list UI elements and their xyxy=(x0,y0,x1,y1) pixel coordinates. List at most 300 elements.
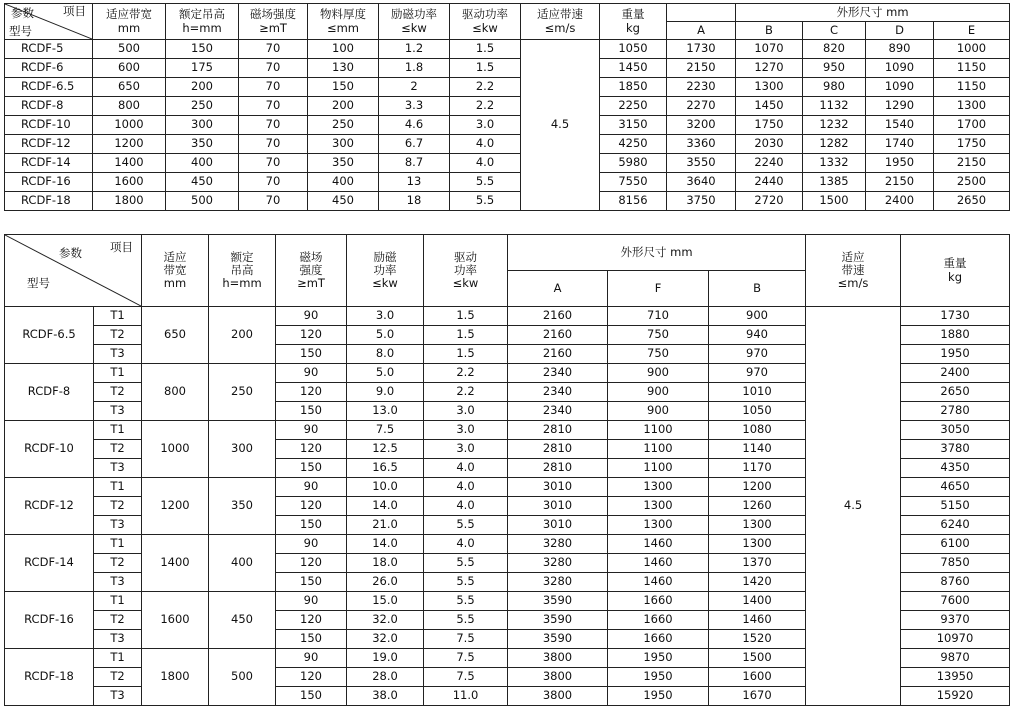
model-cell: RCDF-18 xyxy=(5,192,93,211)
weight-cell: 13950 xyxy=(901,668,1010,687)
value-cell: 1100 xyxy=(608,421,709,440)
value-cell: 120 xyxy=(276,383,347,402)
value-cell: 3590 xyxy=(508,630,608,649)
value-cell: 1070 xyxy=(736,40,803,59)
value-cell: 3280 xyxy=(508,535,608,554)
value-cell: 7550 xyxy=(600,173,667,192)
value-cell: 70 xyxy=(239,59,308,78)
value-cell: 13 xyxy=(379,173,450,192)
value-cell: 1600 xyxy=(93,173,166,192)
variant-cell: T2 xyxy=(94,497,142,516)
value-cell: 5.5 xyxy=(450,192,521,211)
value-cell: 4.0 xyxy=(450,135,521,154)
variant-cell: T1 xyxy=(94,364,142,383)
weight-cell: 10970 xyxy=(901,630,1010,649)
value-cell: 3.0 xyxy=(424,421,508,440)
weight-cell: 9870 xyxy=(901,649,1010,668)
dim-col-C: C xyxy=(803,22,866,40)
value-cell: 1460 xyxy=(608,535,709,554)
value-cell: 1150 xyxy=(934,78,1010,97)
header-field: 磁场 强度 ≥mT xyxy=(276,235,347,307)
value-cell: 3010 xyxy=(508,478,608,497)
header-speed: 适应 带速 ≤m/s xyxy=(806,235,901,307)
value-cell: 2650 xyxy=(934,192,1010,211)
dim-col-F: F xyxy=(608,271,709,307)
value-cell: 1500 xyxy=(803,192,866,211)
value-cell: 400 xyxy=(166,154,239,173)
header-drive: 驱动 功率 ≤kw xyxy=(424,235,508,307)
value-cell: 1800 xyxy=(93,192,166,211)
weight-cell: 1730 xyxy=(901,307,1010,326)
value-cell: 3550 xyxy=(667,154,736,173)
value-cell: 400 xyxy=(308,173,379,192)
variant-cell: T2 xyxy=(94,383,142,402)
variant-cell: T3 xyxy=(94,459,142,478)
value-cell: 1460 xyxy=(709,611,806,630)
value-cell: 250 xyxy=(166,97,239,116)
weight-cell: 4350 xyxy=(901,459,1010,478)
speed-cell: 4.5 xyxy=(806,307,901,706)
corner-model: 型号 xyxy=(9,23,32,38)
variant-cell: T3 xyxy=(94,516,142,535)
value-cell: 1282 xyxy=(803,135,866,154)
value-cell: 70 xyxy=(239,78,308,97)
height-cell: 450 xyxy=(209,592,276,649)
value-cell: 5.5 xyxy=(450,173,521,192)
value-cell: 11.0 xyxy=(424,687,508,706)
value-cell: 7.5 xyxy=(424,649,508,668)
value-cell: 5.5 xyxy=(424,592,508,611)
weight-cell: 1880 xyxy=(901,326,1010,345)
variant-cell: T3 xyxy=(94,402,142,421)
value-cell: 2250 xyxy=(600,97,667,116)
value-cell: 5.5 xyxy=(424,554,508,573)
header-dimensions: 外形尺寸 mm xyxy=(736,4,1010,22)
value-cell: 70 xyxy=(239,192,308,211)
height-cell: 500 xyxy=(209,649,276,706)
value-cell: 1.8 xyxy=(379,59,450,78)
value-cell: 19.0 xyxy=(347,649,424,668)
value-cell: 300 xyxy=(166,116,239,135)
value-cell: 3150 xyxy=(600,116,667,135)
value-cell: 70 xyxy=(239,97,308,116)
weight-cell: 9370 xyxy=(901,611,1010,630)
value-cell: 70 xyxy=(239,154,308,173)
weight-cell: 3780 xyxy=(901,440,1010,459)
value-cell: 3800 xyxy=(508,649,608,668)
value-cell: 1300 xyxy=(608,478,709,497)
value-cell: 4.0 xyxy=(450,154,521,173)
value-cell: 1140 xyxy=(709,440,806,459)
value-cell: 1050 xyxy=(600,40,667,59)
value-cell: 70 xyxy=(239,173,308,192)
header-weight: 重量 kg xyxy=(901,235,1010,307)
value-cell: 9.0 xyxy=(347,383,424,402)
value-cell: 3800 xyxy=(508,668,608,687)
value-cell: 3200 xyxy=(667,116,736,135)
header-width: 适应带宽 mm xyxy=(93,4,166,40)
value-cell: 18.0 xyxy=(347,554,424,573)
value-cell: 28.0 xyxy=(347,668,424,687)
height-cell: 250 xyxy=(209,364,276,421)
value-cell: 890 xyxy=(866,40,934,59)
value-cell: 90 xyxy=(276,478,347,497)
width-cell: 1800 xyxy=(142,649,209,706)
value-cell: 4.6 xyxy=(379,116,450,135)
value-cell: 900 xyxy=(608,364,709,383)
value-cell: 1400 xyxy=(709,592,806,611)
value-cell: 90 xyxy=(276,535,347,554)
value-cell: 150 xyxy=(276,516,347,535)
value-cell: 1010 xyxy=(709,383,806,402)
value-cell: 5980 xyxy=(600,154,667,173)
header-empty xyxy=(667,4,736,22)
table-row xyxy=(5,78,1010,97)
height-cell: 400 xyxy=(209,535,276,592)
model-cell: RCDF-6 xyxy=(5,59,93,78)
model-cell: RCDF-12 xyxy=(5,478,94,535)
value-cell: 15.0 xyxy=(347,592,424,611)
value-cell: 2160 xyxy=(508,307,608,326)
value-cell: 90 xyxy=(276,307,347,326)
value-cell: 1050 xyxy=(709,402,806,421)
model-cell: RCDF-12 xyxy=(5,135,93,154)
variant-cell: T1 xyxy=(94,592,142,611)
value-cell: 150 xyxy=(276,630,347,649)
width-cell: 1000 xyxy=(142,421,209,478)
value-cell: 13.0 xyxy=(347,402,424,421)
value-cell: 2 xyxy=(379,78,450,97)
value-cell: 12.5 xyxy=(347,440,424,459)
value-cell: 130 xyxy=(308,59,379,78)
value-cell: 2150 xyxy=(667,59,736,78)
table-row xyxy=(5,307,1010,326)
weight-cell: 6100 xyxy=(901,535,1010,554)
value-cell: 3.0 xyxy=(424,402,508,421)
value-cell: 1100 xyxy=(608,440,709,459)
value-cell: 3590 xyxy=(508,611,608,630)
value-cell: 200 xyxy=(308,97,379,116)
header-field: 磁场强度 ≥mT xyxy=(239,4,308,40)
value-cell: 90 xyxy=(276,649,347,668)
value-cell: 650 xyxy=(93,78,166,97)
value-cell: 120 xyxy=(276,611,347,630)
value-cell: 2400 xyxy=(866,192,934,211)
weight-cell: 3050 xyxy=(901,421,1010,440)
value-cell: 1460 xyxy=(608,573,709,592)
value-cell: 450 xyxy=(166,173,239,192)
value-cell: 2340 xyxy=(508,383,608,402)
value-cell: 3640 xyxy=(667,173,736,192)
height-cell: 300 xyxy=(209,421,276,478)
width-cell: 650 xyxy=(142,307,209,364)
value-cell: 1450 xyxy=(600,59,667,78)
value-cell: 970 xyxy=(709,364,806,383)
table-row xyxy=(5,40,1010,59)
value-cell: 16.5 xyxy=(347,459,424,478)
value-cell: 26.0 xyxy=(347,573,424,592)
value-cell: 1450 xyxy=(736,97,803,116)
value-cell: 500 xyxy=(93,40,166,59)
variant-cell: T3 xyxy=(94,573,142,592)
value-cell: 1132 xyxy=(803,97,866,116)
variant-cell: T1 xyxy=(94,307,142,326)
height-cell: 200 xyxy=(209,307,276,364)
value-cell: 2.2 xyxy=(450,78,521,97)
value-cell: 1420 xyxy=(709,573,806,592)
value-cell: 350 xyxy=(166,135,239,154)
value-cell: 90 xyxy=(276,592,347,611)
width-cell: 800 xyxy=(142,364,209,421)
value-cell: 4.0 xyxy=(424,459,508,478)
value-cell: 1000 xyxy=(93,116,166,135)
dim-col-A: A xyxy=(667,22,736,40)
value-cell: 5.5 xyxy=(424,573,508,592)
value-cell: 120 xyxy=(276,440,347,459)
model-cell: RCDF-14 xyxy=(5,154,93,173)
value-cell: 1300 xyxy=(608,516,709,535)
weight-cell: 7850 xyxy=(901,554,1010,573)
value-cell: 120 xyxy=(276,554,347,573)
value-cell: 1300 xyxy=(709,535,806,554)
value-cell: 1100 xyxy=(608,459,709,478)
value-cell: 710 xyxy=(608,307,709,326)
value-cell: 1950 xyxy=(608,668,709,687)
value-cell: 7.5 xyxy=(424,630,508,649)
value-cell: 750 xyxy=(608,326,709,345)
value-cell: 900 xyxy=(709,307,806,326)
value-cell: 900 xyxy=(608,383,709,402)
value-cell: 3010 xyxy=(508,516,608,535)
value-cell: 1200 xyxy=(93,135,166,154)
value-cell: 1332 xyxy=(803,154,866,173)
value-cell: 3.3 xyxy=(379,97,450,116)
value-cell: 1090 xyxy=(866,78,934,97)
value-cell: 120 xyxy=(276,668,347,687)
corner-header-2 xyxy=(5,235,142,307)
value-cell: 970 xyxy=(709,345,806,364)
width-cell: 1200 xyxy=(142,478,209,535)
weight-cell: 2780 xyxy=(901,402,1010,421)
value-cell: 940 xyxy=(709,326,806,345)
value-cell: 3.0 xyxy=(450,116,521,135)
value-cell: 1200 xyxy=(709,478,806,497)
value-cell: 300 xyxy=(308,135,379,154)
value-cell: 1.5 xyxy=(424,307,508,326)
dim-col-E: E xyxy=(934,22,1010,40)
value-cell: 1400 xyxy=(93,154,166,173)
variant-cell: T2 xyxy=(94,668,142,687)
value-cell: 1660 xyxy=(608,630,709,649)
value-cell: 2270 xyxy=(667,97,736,116)
value-cell: 120 xyxy=(276,497,347,516)
table-row xyxy=(5,173,1010,192)
table2-body xyxy=(5,307,1010,706)
value-cell: 3360 xyxy=(667,135,736,154)
value-cell: 250 xyxy=(308,116,379,135)
value-cell: 1.5 xyxy=(450,59,521,78)
value-cell: 5.0 xyxy=(347,326,424,345)
value-cell: 1300 xyxy=(709,516,806,535)
header-width: 适应 带宽 mm xyxy=(142,235,209,307)
value-cell: 1950 xyxy=(866,154,934,173)
weight-cell: 8760 xyxy=(901,573,1010,592)
value-cell: 3280 xyxy=(508,573,608,592)
value-cell: 2240 xyxy=(736,154,803,173)
weight-cell: 1950 xyxy=(901,345,1010,364)
value-cell: 3010 xyxy=(508,497,608,516)
header-height: 额定 吊高 h=mm xyxy=(209,235,276,307)
value-cell: 820 xyxy=(803,40,866,59)
value-cell: 1540 xyxy=(866,116,934,135)
value-cell: 150 xyxy=(276,687,347,706)
value-cell: 600 xyxy=(93,59,166,78)
variant-cell: T2 xyxy=(94,440,142,459)
value-cell: 1290 xyxy=(866,97,934,116)
value-cell: 200 xyxy=(166,78,239,97)
value-cell: 150 xyxy=(276,345,347,364)
value-cell: 1300 xyxy=(934,97,1010,116)
value-cell: 2150 xyxy=(934,154,1010,173)
model-cell: RCDF-8 xyxy=(5,364,94,421)
value-cell: 1232 xyxy=(803,116,866,135)
value-cell: 6.7 xyxy=(379,135,450,154)
variant-cell: T3 xyxy=(94,687,142,706)
value-cell: 8.0 xyxy=(347,345,424,364)
value-cell: 1170 xyxy=(709,459,806,478)
model-cell: RCDF-10 xyxy=(5,421,94,478)
value-cell: 2340 xyxy=(508,364,608,383)
value-cell: 3750 xyxy=(667,192,736,211)
value-cell: 1660 xyxy=(608,592,709,611)
value-cell: 3800 xyxy=(508,687,608,706)
table1-body xyxy=(5,40,1010,211)
value-cell: 1080 xyxy=(709,421,806,440)
value-cell: 1730 xyxy=(667,40,736,59)
value-cell: 2.2 xyxy=(450,97,521,116)
table-row xyxy=(5,97,1010,116)
table-row xyxy=(5,192,1010,211)
value-cell: 5.5 xyxy=(424,611,508,630)
header-speed: 适应带速 ≤m/s xyxy=(521,4,600,40)
dim-col-B: B xyxy=(709,271,806,307)
value-cell: 1.5 xyxy=(450,40,521,59)
value-cell: 980 xyxy=(803,78,866,97)
dim-col-A: A xyxy=(508,271,608,307)
value-cell: 1090 xyxy=(866,59,934,78)
value-cell: 1460 xyxy=(608,554,709,573)
value-cell: 1660 xyxy=(608,611,709,630)
value-cell: 2440 xyxy=(736,173,803,192)
value-cell: 32.0 xyxy=(347,611,424,630)
variant-cell: T3 xyxy=(94,345,142,364)
weight-cell: 6240 xyxy=(901,516,1010,535)
value-cell: 150 xyxy=(276,573,347,592)
value-cell: 1.2 xyxy=(379,40,450,59)
value-cell: 1600 xyxy=(709,668,806,687)
value-cell: 3590 xyxy=(508,592,608,611)
value-cell: 3280 xyxy=(508,554,608,573)
value-cell: 1500 xyxy=(709,649,806,668)
value-cell: 4250 xyxy=(600,135,667,154)
value-cell: 70 xyxy=(239,40,308,59)
header-height: 额定吊高 h=mm xyxy=(166,4,239,40)
value-cell: 2150 xyxy=(866,173,934,192)
weight-cell: 4650 xyxy=(901,478,1010,497)
header-drive: 驱动功率 ≤kw xyxy=(450,4,521,40)
value-cell: 1850 xyxy=(600,78,667,97)
value-cell: 1.5 xyxy=(424,326,508,345)
value-cell: 3.0 xyxy=(424,440,508,459)
model-cell: RCDF-6.5 xyxy=(5,307,94,364)
height-cell: 350 xyxy=(209,478,276,535)
header-excitation: 励磁功率 ≤kw xyxy=(379,4,450,40)
variant-cell: T1 xyxy=(94,535,142,554)
value-cell: 1950 xyxy=(608,649,709,668)
value-cell: 4.0 xyxy=(424,535,508,554)
value-cell: 2720 xyxy=(736,192,803,211)
value-cell: 2810 xyxy=(508,459,608,478)
spec-table-1 xyxy=(4,3,1010,211)
weight-cell: 15920 xyxy=(901,687,1010,706)
value-cell: 1370 xyxy=(709,554,806,573)
model-cell: RCDF-18 xyxy=(5,649,94,706)
corner-header xyxy=(5,4,93,40)
speed-cell: 4.5 xyxy=(521,40,600,211)
value-cell: 1300 xyxy=(736,78,803,97)
value-cell: 450 xyxy=(308,192,379,211)
model-cell: RCDF-10 xyxy=(5,116,93,135)
value-cell: 14.0 xyxy=(347,535,424,554)
value-cell: 3.0 xyxy=(347,307,424,326)
value-cell: 150 xyxy=(276,459,347,478)
variant-cell: T2 xyxy=(94,554,142,573)
variant-cell: T1 xyxy=(94,478,142,497)
value-cell: 2340 xyxy=(508,402,608,421)
value-cell: 18 xyxy=(379,192,450,211)
table-row xyxy=(5,59,1010,78)
value-cell: 5.5 xyxy=(424,516,508,535)
header-thickness: 物料厚度 ≤mm xyxy=(308,4,379,40)
spec-table-2 xyxy=(4,234,1010,706)
width-cell: 1600 xyxy=(142,592,209,649)
value-cell: 32.0 xyxy=(347,630,424,649)
value-cell: 14.0 xyxy=(347,497,424,516)
value-cell: 2030 xyxy=(736,135,803,154)
value-cell: 1520 xyxy=(709,630,806,649)
header-weight: 重量 kg xyxy=(600,4,667,40)
weight-cell: 5150 xyxy=(901,497,1010,516)
value-cell: 8156 xyxy=(600,192,667,211)
value-cell: 1270 xyxy=(736,59,803,78)
value-cell: 1000 xyxy=(934,40,1010,59)
value-cell: 1740 xyxy=(866,135,934,154)
value-cell: 2160 xyxy=(508,326,608,345)
value-cell: 10.0 xyxy=(347,478,424,497)
value-cell: 8.7 xyxy=(379,154,450,173)
table-row xyxy=(5,154,1010,173)
value-cell: 2500 xyxy=(934,173,1010,192)
value-cell: 1.5 xyxy=(424,345,508,364)
value-cell: 1750 xyxy=(736,116,803,135)
model-cell: RCDF-6.5 xyxy=(5,78,93,97)
value-cell: 2810 xyxy=(508,421,608,440)
variant-cell: T1 xyxy=(94,421,142,440)
value-cell: 70 xyxy=(239,135,308,154)
value-cell: 5.0 xyxy=(347,364,424,383)
dim-col-B: B xyxy=(736,22,803,40)
table-row xyxy=(5,116,1010,135)
